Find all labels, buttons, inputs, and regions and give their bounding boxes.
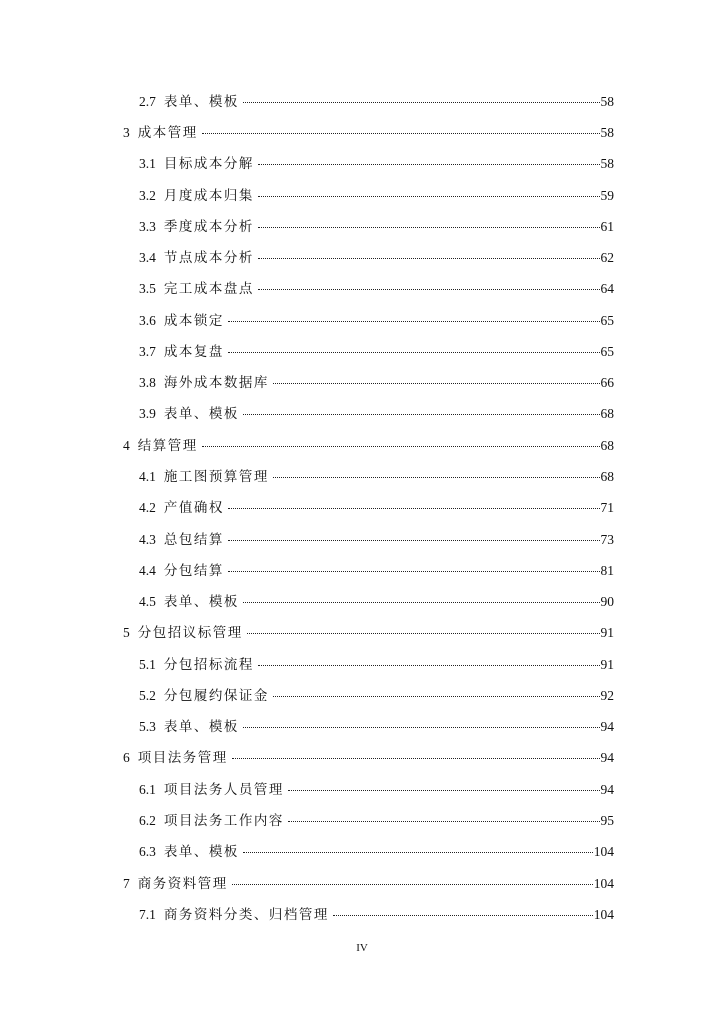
toc-entry-page: 59 — [600, 188, 614, 203]
toc-entry-title: 商务资料管理 — [137, 876, 228, 892]
dot-leader — [243, 727, 600, 728]
toc-entry-title: 成本复盘 — [163, 344, 224, 360]
toc-entry-title: 表单、模板 — [163, 94, 239, 110]
toc-entry-title: 表单、模板 — [163, 719, 239, 735]
toc-entry-page: 90 — [600, 594, 614, 609]
toc-entry[interactable] — [123, 874, 614, 894]
toc-entry[interactable] — [123, 748, 614, 768]
toc-entry-page: 92 — [600, 688, 614, 703]
dot-leader — [228, 352, 600, 353]
toc-entry[interactable] — [139, 92, 614, 112]
toc-entry-title: 施工图预算管理 — [163, 469, 269, 485]
toc-entry-number: 4.3 — [139, 532, 156, 547]
toc-entry-page: 58 — [600, 156, 614, 171]
toc-entry[interactable] — [139, 530, 614, 550]
toc-entry-page: 73 — [600, 532, 614, 547]
toc-entry-page: 68 — [600, 438, 614, 453]
dot-leader — [202, 446, 600, 447]
toc-entry-title: 分包招议标管理 — [137, 625, 243, 641]
toc-entry-number: 3.7 — [139, 344, 156, 359]
dot-leader — [228, 508, 600, 509]
toc-entry-number: 6 — [123, 750, 130, 765]
toc-entry-number: 4.2 — [139, 500, 156, 515]
dot-leader — [288, 821, 600, 822]
toc-entry-number: 3.9 — [139, 406, 156, 421]
dot-leader — [243, 852, 593, 853]
toc-entry-title: 项目法务工作内容 — [163, 813, 284, 829]
toc-entry-page: 104 — [593, 844, 614, 859]
toc-entry-page: 95 — [600, 813, 614, 828]
toc-entry-title: 分包履约保证金 — [163, 688, 269, 704]
dot-leader — [228, 540, 600, 541]
toc-entry-number: 3.1 — [139, 156, 156, 171]
toc-entry-page: 68 — [600, 406, 614, 421]
toc-entry-page: 58 — [600, 94, 614, 109]
toc-entry-page: 62 — [600, 250, 614, 265]
toc-entry-title: 完工成本盘点 — [163, 281, 254, 297]
toc-entry-page: 91 — [600, 657, 614, 672]
dot-leader — [232, 758, 600, 759]
dot-leader — [273, 696, 600, 697]
toc-entry-title: 表单、模板 — [163, 594, 239, 610]
toc-entry-page: 94 — [600, 719, 614, 734]
toc-entry[interactable] — [139, 373, 614, 393]
dot-leader — [258, 227, 600, 228]
toc-entry-title: 产值确权 — [163, 500, 224, 516]
toc-entry[interactable] — [139, 248, 614, 268]
toc-entry[interactable] — [139, 842, 614, 862]
toc-entry-page: 94 — [600, 750, 614, 765]
dot-leader — [273, 383, 600, 384]
dot-leader — [258, 289, 600, 290]
toc-entry-title: 目标成本分解 — [163, 156, 254, 172]
toc-entry[interactable] — [139, 217, 614, 237]
toc-entry[interactable] — [139, 342, 614, 362]
toc-entry-title: 总包结算 — [163, 532, 224, 548]
toc-entry-number: 7.1 — [139, 907, 156, 922]
toc-entry[interactable] — [139, 279, 614, 299]
toc-entry-number: 5.2 — [139, 688, 156, 703]
toc-entry-title: 表单、模板 — [163, 844, 239, 860]
toc-entry[interactable] — [139, 780, 614, 800]
toc-entry-number: 6.1 — [139, 782, 156, 797]
toc-entry-number: 3 — [123, 125, 130, 140]
toc-entry-page: 91 — [600, 625, 614, 640]
toc-entry-title: 节点成本分析 — [163, 250, 254, 266]
dot-leader — [333, 915, 593, 916]
toc-entry-number: 3.6 — [139, 313, 156, 328]
toc-entry-title: 项目法务管理 — [137, 750, 228, 766]
toc-entry-number: 4.1 — [139, 469, 156, 484]
dot-leader — [273, 477, 600, 478]
toc-entry-page: 66 — [600, 375, 614, 390]
dot-leader — [228, 321, 600, 322]
toc-entry-title: 项目法务人员管理 — [163, 782, 284, 798]
toc-entry-page: 65 — [600, 313, 614, 328]
toc-entry-page: 61 — [600, 219, 614, 234]
toc-entry-number: 7 — [123, 876, 130, 891]
toc-entry-number: 4.5 — [139, 594, 156, 609]
toc-entry[interactable] — [139, 811, 614, 831]
dot-leader — [243, 102, 600, 103]
toc-entry-title: 分包结算 — [163, 563, 224, 579]
toc-entry-page: 104 — [593, 907, 614, 922]
toc-entry[interactable] — [123, 123, 614, 143]
dot-leader — [243, 602, 600, 603]
toc-entry-page: 81 — [600, 563, 614, 578]
toc-entry-title: 表单、模板 — [163, 406, 239, 422]
toc-entry-number: 4.4 — [139, 563, 156, 578]
toc-entry-number: 2.7 — [139, 94, 156, 109]
toc-entry-title: 成本锁定 — [163, 313, 224, 329]
toc-entry-title: 月度成本归集 — [163, 188, 254, 204]
toc-entry-title: 结算管理 — [137, 438, 198, 454]
dot-leader — [258, 258, 600, 259]
dot-leader — [202, 133, 600, 134]
toc-entry-number: 4 — [123, 438, 130, 453]
dot-leader — [288, 790, 600, 791]
toc-entry-number: 3.3 — [139, 219, 156, 234]
dot-leader — [258, 164, 600, 165]
toc-entry-title: 季度成本分析 — [163, 219, 254, 235]
toc-entry[interactable] — [139, 467, 614, 487]
dot-leader — [232, 884, 593, 885]
toc-entry-page: 104 — [593, 876, 614, 891]
toc-entry-number: 3.5 — [139, 281, 156, 296]
toc-entry-title: 分包招标流程 — [163, 657, 254, 673]
toc-entry[interactable] — [139, 686, 614, 706]
toc-entry-page: 94 — [600, 782, 614, 797]
dot-leader — [258, 665, 600, 666]
toc-entry-number: 3.4 — [139, 250, 156, 265]
toc-entry-page: 64 — [600, 281, 614, 296]
toc-entry-page: 71 — [600, 500, 614, 515]
toc-entry-number: 6.2 — [139, 813, 156, 828]
toc-entry-title: 成本管理 — [137, 125, 198, 141]
toc-entry[interactable] — [123, 436, 614, 456]
toc-entry-number: 3.2 — [139, 188, 156, 203]
toc-entry[interactable] — [123, 623, 614, 643]
toc-entry-number: 5 — [123, 625, 130, 640]
toc-entry[interactable] — [139, 404, 614, 424]
dot-leader — [228, 571, 600, 572]
toc-entry[interactable] — [139, 561, 614, 581]
toc-entry[interactable] — [139, 717, 614, 737]
toc-entry-page: 65 — [600, 344, 614, 359]
toc-entry[interactable] — [139, 186, 614, 206]
toc-entry[interactable] — [139, 311, 614, 331]
dot-leader — [247, 633, 600, 634]
toc-entry-number: 5.3 — [139, 719, 156, 734]
page-footer-number: IV — [356, 942, 368, 954]
toc-entry-page: 58 — [600, 125, 614, 140]
toc-entry[interactable] — [139, 655, 614, 675]
toc-entry-title: 海外成本数据库 — [163, 375, 269, 391]
dot-leader — [243, 414, 600, 415]
toc-entry[interactable] — [139, 905, 614, 925]
toc-entry-title: 商务资料分类、归档管理 — [163, 907, 329, 923]
toc-entry-number: 5.1 — [139, 657, 156, 672]
toc-entry[interactable] — [139, 154, 614, 174]
toc-entry[interactable] — [139, 592, 614, 612]
toc-entry-number: 3.8 — [139, 375, 156, 390]
toc-entry[interactable] — [139, 498, 614, 518]
dot-leader — [258, 196, 600, 197]
toc-entry-number: 6.3 — [139, 844, 156, 859]
toc-entry-page: 68 — [600, 469, 614, 484]
